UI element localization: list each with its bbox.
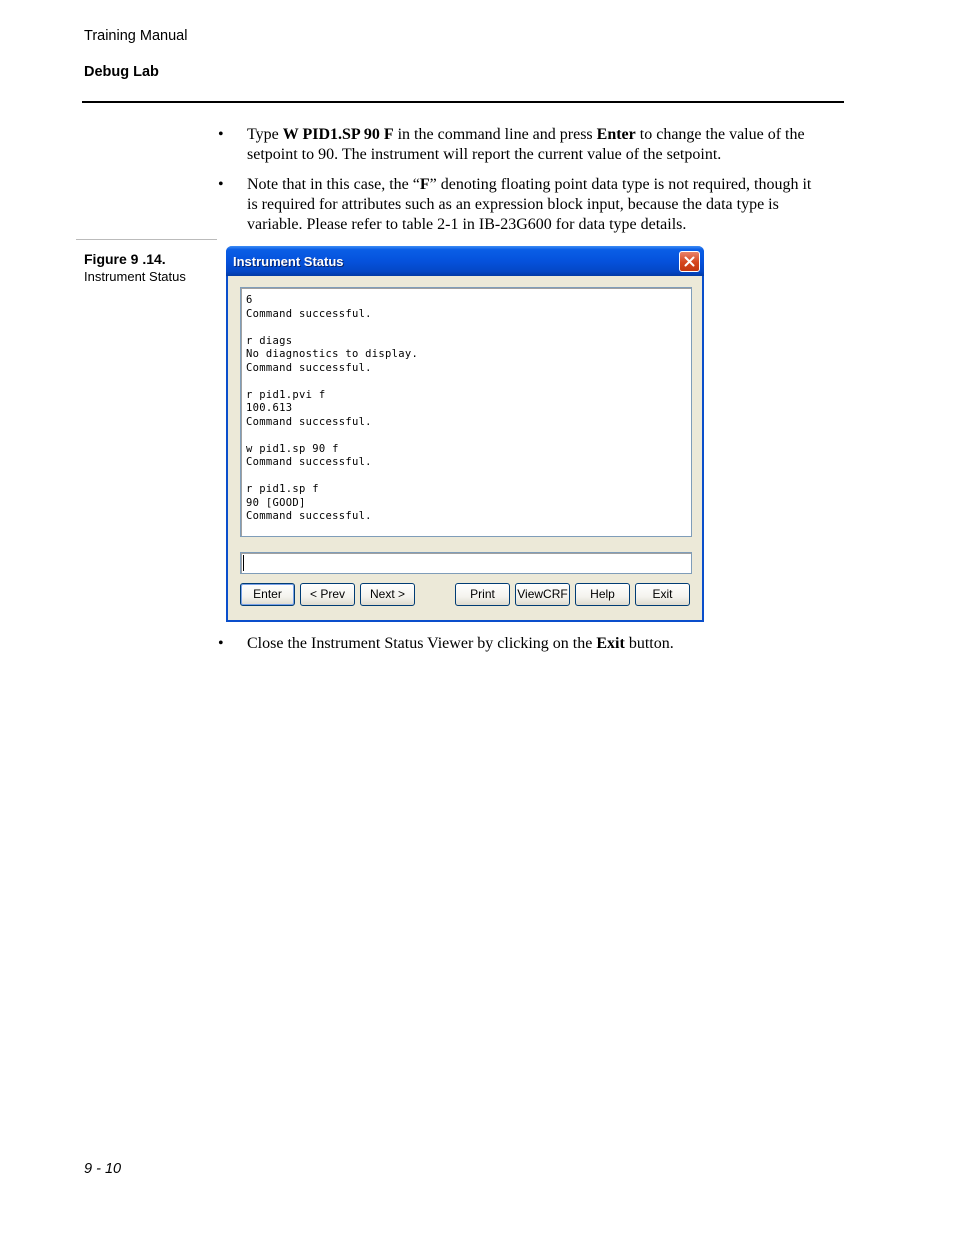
output-line: r pid1.pvi f	[246, 388, 326, 401]
bullet-text: to change the value of the setpoint to 90. The instrument will report the current value of the setpoint.	[247, 126, 805, 163]
status-output[interactable]	[240, 287, 692, 537]
text-caret	[243, 555, 244, 571]
output-line	[246, 375, 691, 389]
bullet-text: Note that in this case, the “	[247, 176, 420, 193]
figure-label: Figure 9 .14.	[84, 251, 166, 267]
bullet-bold-text: Enter	[596, 126, 636, 143]
bullet-text: in the command line and press	[393, 126, 597, 143]
output-line	[246, 470, 691, 484]
bullet-text: Close the Instrument Status Viewer by clicking on the	[247, 635, 597, 652]
figure-caption: Instrument Status	[84, 269, 186, 284]
output-line: Command successful.	[246, 307, 372, 320]
output-line: No diagnostics to display.	[246, 348, 419, 360]
output-line: 90 [GOOD]	[246, 496, 306, 509]
output-line: r pid1.sp f	[246, 483, 319, 495]
output-line: 100.613	[246, 402, 293, 414]
window-titlebar[interactable]	[226, 246, 704, 276]
bullet-text: ” denoting floating point data type is not required, though it is required for attributes such as an expression block input, because the data type is variable. Please refer to table 2-1 in IB-23G600 for data type details.	[247, 176, 812, 233]
bullet-item-1	[247, 125, 812, 165]
next-button[interactable]: Next >	[360, 583, 415, 606]
exit-button[interactable]: Exit	[635, 583, 690, 606]
output-line: r diags	[246, 334, 293, 347]
output-line: Command successful.	[246, 361, 372, 374]
bullet-text: button.	[624, 635, 674, 652]
bullet-item-3	[247, 634, 812, 654]
output-line: 6	[246, 294, 253, 306]
header-section-title: Debug Lab	[84, 64, 159, 80]
instrument-status-window	[226, 246, 704, 622]
help-button[interactable]: Help	[575, 583, 630, 606]
header-manual-title: Training Manual	[84, 28, 188, 44]
command-input[interactable]	[240, 552, 692, 574]
bullet-item-2	[247, 175, 812, 235]
print-button[interactable]: Print	[455, 583, 510, 606]
output-line: Command successful.	[246, 415, 372, 428]
header-rule	[82, 101, 844, 103]
close-icon	[684, 256, 695, 267]
page-number: 9 - 10	[84, 1161, 122, 1177]
viewcrf-button[interactable]: ViewCRF	[515, 583, 570, 606]
bullet-text: Type	[247, 126, 283, 143]
enter-button[interactable]: Enter	[240, 583, 295, 606]
bullet-bold-text: F	[419, 176, 430, 193]
output-line: w pid1.sp 90 f	[246, 442, 339, 455]
output-line	[246, 321, 691, 335]
window-title: Instrument Status	[233, 254, 344, 269]
bullet-bold-text: W PID1.SP 90 F	[282, 126, 394, 143]
caption-rule	[76, 239, 217, 240]
output-line: Command successful.	[246, 456, 372, 468]
output-line: Command successful.	[246, 510, 372, 522]
prev-button[interactable]: < Prev	[300, 583, 355, 606]
output-line	[246, 429, 691, 443]
bullet-bold-text: Exit	[596, 635, 625, 652]
close-button[interactable]	[679, 251, 700, 272]
